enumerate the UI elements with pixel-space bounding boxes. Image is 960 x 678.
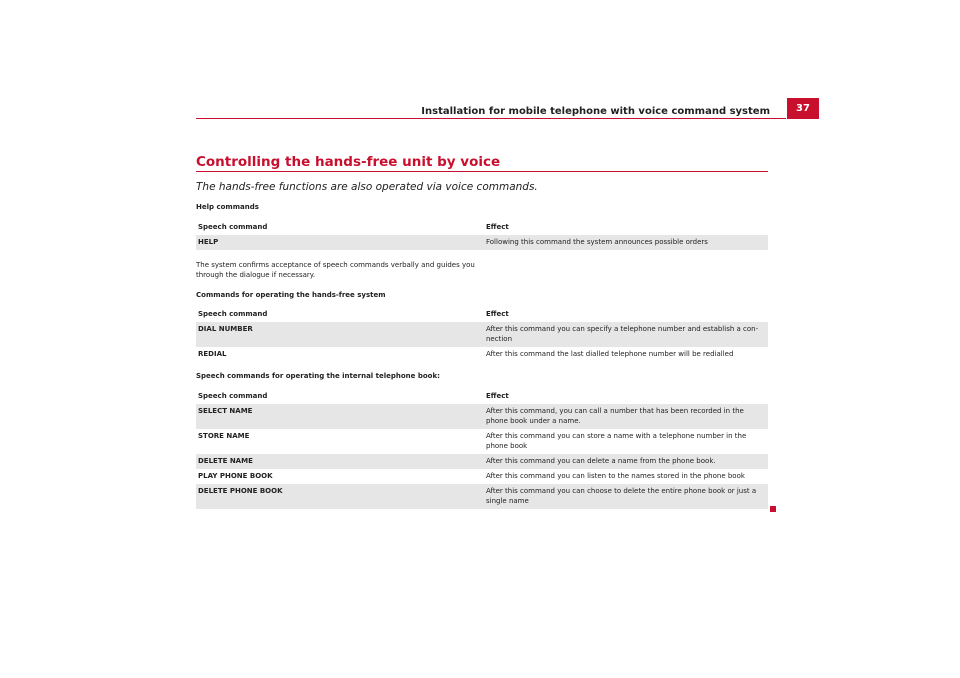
column-header-effect: Effect: [484, 220, 768, 235]
command-cell: SELECT NAME: [196, 404, 484, 429]
help-commands-table: [196, 220, 768, 250]
effect-cell: After this command you can delete a name from the phone book.: [484, 454, 768, 469]
table-row: [196, 404, 768, 429]
page-title: Controlling the hands-free unit by voice: [196, 154, 501, 170]
table-row: [196, 347, 768, 362]
command-cell: DIAL NUMBER: [196, 322, 484, 347]
help-commands-label: Help commands: [196, 203, 259, 211]
effect-cell: Following this command the system announces possible orders: [484, 235, 768, 250]
effect-cell: After this command you can specify a telephone number and establish a con-nection: [484, 322, 768, 347]
column-header-effect: Effect: [484, 389, 768, 404]
effect-cell: After this command you can listen to the names stored in the phone book: [486, 472, 745, 480]
effect-cell: After this command you can choose to delete the entire phone book or just a single name: [484, 484, 768, 509]
table-header-row: [196, 220, 768, 235]
page-number: 37: [796, 103, 810, 114]
page-subtitle: The hands-free functions are also operated via voice commands.: [196, 181, 538, 193]
header-section-title: Installation for mobile telephone with voice command system: [421, 106, 770, 117]
effect-cell: After this command the last dialled telephone number will be redialled: [486, 350, 734, 358]
column-header-effect: Effect: [484, 307, 768, 322]
table-row: [196, 469, 768, 484]
table-row: [196, 454, 768, 469]
command-cell: DELETE NAME: [196, 454, 484, 469]
command-cell: PLAY PHONE BOOK: [198, 472, 273, 480]
section-end-marker: [770, 506, 776, 512]
table-header-row: [196, 307, 768, 322]
phonebook-commands-table: [196, 389, 768, 509]
table-row: [196, 322, 768, 347]
column-header-command: Speech command: [196, 220, 484, 235]
command-cell: DELETE PHONE BOOK: [196, 484, 484, 509]
command-cell: STORE NAME: [198, 432, 250, 440]
table-row: [196, 429, 768, 454]
phonebook-commands-label: Speech commands for operating the internal telephone book:: [196, 372, 440, 380]
effect-cell: After this command, you can call a number that has been recorded in the phone book under a name.: [484, 404, 768, 429]
effect-cell: After this command you can store a name with a telephone number in the phone book: [486, 432, 747, 450]
confirmation-paragraph: The system confirms acceptance of speech commands verbally and guides you through the dialogue if necessary.: [196, 261, 475, 279]
title-rule: [196, 171, 768, 172]
page-number-box: [787, 98, 819, 119]
table-row: [196, 235, 768, 250]
table-row: [196, 484, 768, 509]
column-header-command: Speech command: [196, 307, 484, 322]
header-rule: [196, 118, 786, 119]
command-cell: REDIAL: [198, 350, 227, 358]
operating-commands-table: [196, 307, 768, 362]
table-header-row: [196, 389, 768, 404]
command-cell: HELP: [196, 235, 484, 250]
column-header-command: Speech command: [196, 389, 484, 404]
operating-commands-label: Commands for operating the hands-free system: [196, 291, 386, 299]
